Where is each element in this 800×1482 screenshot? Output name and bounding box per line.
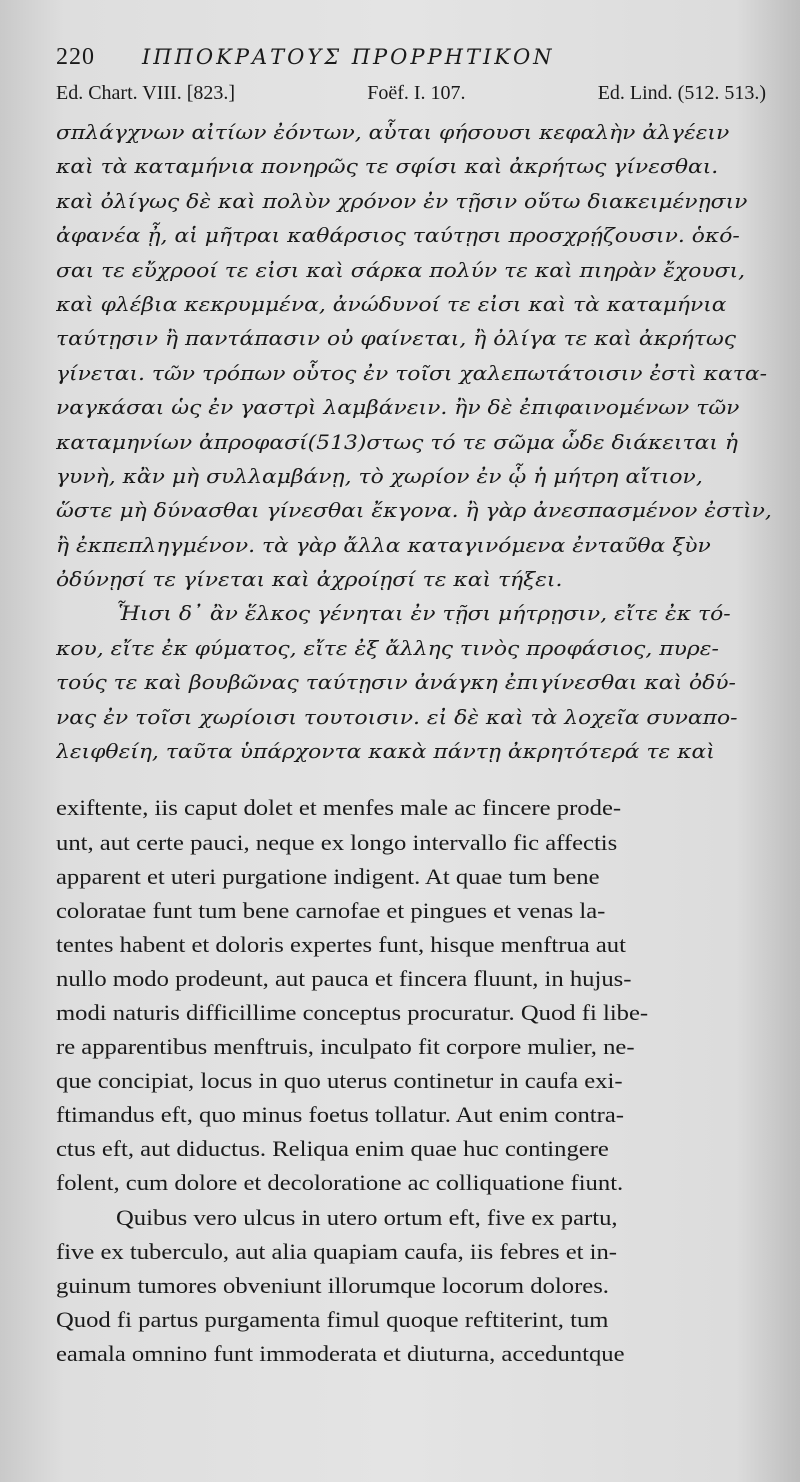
greek-line: ναγκάσαι ὡς ἐν γαστρὶ λαμβάνειν. ἢν δὲ ἐπιφαινομένων τῶν bbox=[56, 396, 740, 420]
greek-paragraph-start: Ἧισι δ᾽ ἂν ἕλκος γένηται ἐν τῇσι μήτρῃσιν, εἴτε ἐκ τό- bbox=[116, 602, 731, 626]
greek-line: ἀφανέα ᾖ, αἱ μῆτραι καθάρσιος ταύτῃσι προσχρῄζουσιν. ὁκό- bbox=[56, 224, 740, 248]
latin-line: que concipiat, locus in quo uterus continetur in caufa exi- bbox=[56, 1068, 623, 1094]
latin-line: folent, cum dolore et decoloratione ac colliquatione fiunt. bbox=[56, 1170, 624, 1196]
latin-line: ctus eft, aut diductus. Reliqua enim quae huc contingere bbox=[56, 1136, 609, 1162]
latin-line: re apparentibus menftruis, inculpato fit corpore mulier, ne- bbox=[56, 1034, 635, 1060]
chartier-reference: Ed. Chart. VIII. [823.] bbox=[56, 82, 236, 104]
latin-translation bbox=[56, 791, 772, 1371]
greek-line: γυνὴ, κἂν μὴ συλλαμβάνῃ, τὸ χωρίον ἐν ᾧ ἡ μήτρη αἴτιον, bbox=[56, 464, 703, 488]
greek-text bbox=[56, 116, 772, 769]
greek-line: ταύτῃσιν ἢ παντάπασιν οὐ φαίνεται, ἢ ὀλίγα τε καὶ ἀκρήτως bbox=[56, 327, 737, 351]
greek-line: καὶ φλέβια κεκρυμμένα, ἀνώδυνοί τε εἰσι καὶ τὰ καταμήνια bbox=[56, 292, 727, 316]
greek-line: λειφθείη, ταῦτα ὑπάρχοντα κακὰ πάντῃ ἀκρητότερά τε καὶ bbox=[56, 740, 715, 764]
foes-reference: Foëf. I. 107. bbox=[367, 82, 466, 104]
greek-line: καὶ τὰ καταμήνια πονηρῶς τε σφίσι καὶ ἀκρήτως γίνεσθαι. bbox=[56, 155, 719, 179]
latin-paragraph-start: Quibus vero ulcus in utero ortum eft, five ex partu, bbox=[116, 1204, 618, 1230]
greek-line: τούς τε καὶ βουβῶνας ταύτῃσιν ἀνάγκη ἐπιγίνεσθαι καὶ ὀδύ- bbox=[56, 671, 736, 695]
greek-line: νας ἐν τοῖσι χωρίοισι τουτοισιν. εἰ δὲ καὶ τὰ λοχεῖα συναπο- bbox=[56, 705, 738, 729]
latin-line: modi naturis difficillime conceptus procuratur. Quod fi libe- bbox=[56, 999, 649, 1025]
greek-line: σαι τε εὔχροοί τε εἰσι καὶ σάρκα πολύν τε καὶ πιηρὰν ἔχουσι, bbox=[56, 258, 746, 282]
greek-line: γίνεται. τῶν τρόπων οὗτος ἐν τοῖσι χαλεπωτάτοισιν ἐστὶ κατα- bbox=[56, 361, 767, 385]
latin-line: five ex tuberculo, aut alia quapiam caufa, iis febres et in- bbox=[56, 1238, 618, 1264]
greek-line: ὥστε μὴ δύνασθαι γίνεσθαι ἔκγονα. ἢ γὰρ ἀνεσπασμένον ἐστὶν, bbox=[56, 499, 772, 523]
greek-line: ἢ ἐκπεπληγμένον. τὰ γὰρ ἄλλα καταγινόμενα ἐνταῦθα ξὺν bbox=[56, 533, 711, 557]
latin-line: nullo modo prodeunt, aut pauca et fincera fluunt, in hujus- bbox=[56, 965, 632, 991]
latin-line: ftimandus eft, quo minus foetus tollatur. Aut enim contra- bbox=[56, 1102, 624, 1128]
latin-line: tentes habent et doloris expertes funt, hisque menftrua aut bbox=[56, 931, 626, 957]
latin-line: guinum tumores obveniunt illorumque locorum dolores. bbox=[56, 1272, 609, 1298]
edition-references bbox=[56, 82, 772, 116]
latin-line: apparent et uteri purgatione indigent. At quae tum bene bbox=[56, 863, 600, 889]
running-head bbox=[56, 44, 772, 82]
latin-line: exiftente, iis caput dolet et menfes male ac fincere prode- bbox=[56, 795, 622, 821]
latin-line: unt, aut certe pauci, neque ex longo intervallo fic affectis bbox=[56, 829, 618, 855]
greek-line: ὀδύνῃσί τε γίνεται καὶ ἀχροίῃσί τε καὶ τήξει. bbox=[56, 568, 563, 592]
greek-line: κου, εἴτε ἐκ φύματος, εἴτε ἐξ ἄλλης τινὸς προφάσιος, πυρε- bbox=[56, 636, 719, 660]
latin-line: coloratae funt tum bene carnofae et pingues et venas la- bbox=[56, 897, 606, 923]
greek-line: καταμηνίων ἀπροφασί(513)στως τό τε σῶμα ὧδε διάκειται ἡ bbox=[56, 430, 738, 454]
running-title: ΙΠΠΟΚΡΑΤΟΥΣ ΠΡΟΡΡΗΤΙΚΟΝ bbox=[142, 45, 555, 69]
greek-line: σπλάγχνων αἰτίων ἐόντων, αὗται φήσουσι κεφαλὴν ἀλγέειν bbox=[56, 121, 730, 144]
latin-line: Quod fi partus purgamenta fimul quoque reftiterint, tum bbox=[56, 1306, 609, 1332]
linden-reference: Ed. Lind. (512. 513.) bbox=[597, 82, 766, 104]
greek-line: καὶ ὀλίγως δὲ καὶ πολὺν χρόνον ἐν τῇσιν οὕτω διακειμένῃσιν bbox=[56, 189, 748, 213]
latin-line: eamala omnino funt immoderata et diuturna, acceduntque bbox=[56, 1340, 625, 1366]
page-number: 220 bbox=[56, 44, 95, 70]
